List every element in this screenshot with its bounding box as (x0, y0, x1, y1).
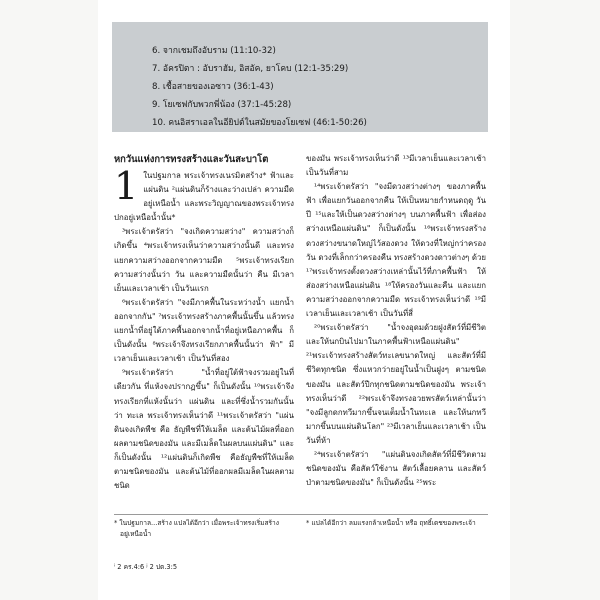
verse-paragraph: ⁹พระเจ้าตรัสว่า "น้ำที่อยู่ใต้ฟ้าจงรวมอยู่ในที่เดียวกัน ที่แห้งจงปรากฏขึ้น" ก็เป็นดังนั้น ¹⁰พระเจ้าจึงทรงเรียกที่แห้งนั้นว่า แผ่นดิน และที่ซึ่งน้ำรวมกันนั้นว่า ทะเล พระเจ้าทรงเห็นว่าดี ¹¹พระเจ้าตรัสว่า "แผ่นดินจงเกิดพืช คือ ธัญพืชที่ให้เมล็ด และต้นไม้ผลที่ออกผลตามชนิดของมัน และมีเมล็ดในผลบนแผ่นดิน" และก็เป็นดังนั้น ¹²แผ่นดินก็เกิดพืช คือธัญพืชที่ให้เมล็ดตามชนิดของมัน และต้นไม้ที่ออกผลมีเมล็ดในผลตามชนิด (114, 368, 294, 491)
footnote-continuation: อยู่เหนือน้ำ (120, 529, 152, 538)
footnotes-left (114, 518, 294, 539)
outline-item: 9. โยเซฟกับพวกพี่น้อง (37:1-45:28) (152, 100, 292, 110)
section-heading: หกวันแห่งการทรงสร้างและวันสะบาโต (114, 154, 269, 165)
right-text-column (306, 152, 486, 490)
verse-paragraph: ²⁴พระเจ้าตรัสว่า "แผ่นดินจงเกิดสัตว์ที่มีชีวิตตามชนิดของมัน คือสัตว์ใช้งาน สัตว์เลื้อยคลาน และสัตว์ป่าตามชนิดของมัน" ก็เป็นดังนั้น ²⁵พระ (306, 449, 486, 488)
left-text-column (114, 152, 294, 493)
footnote: * ในปฐมกาล...สร้าง แปลได้อีกว่า เมื่อพระเจ้าทรงเริ่มสร้าง (114, 519, 279, 527)
chapter-opening (114, 164, 294, 225)
verse-paragraph: ³พระเจ้าตรัสว่า "จงเกิดความสว่าง" ความสว่างก็เกิดขึ้น ⁴พระเจ้าทรงเห็นว่าความสว่างนั้นดี และทรงแยกความสว่างออกจากความมืด ⁵พระเจ้าทรงเรียกความสว่างนั้นว่า วัน และความมืดนั้นว่า คืน มีเวลาเย็นและเวลาเช้า เป็นวันแรก (114, 227, 294, 293)
verse-paragraph: ¹⁴พระเจ้าตรัสว่า "จงมีดวงสว่างต่างๆ ของภาคพื้นฟ้า เพื่อแยกวันออกจากคืน ให้เป็นหมายกำหนดฤดู วัน ปี ¹⁵และให้เป็นดวงสว่างต่างๆ บนภาคพื้นฟ้า เพื่อส่องสว่างเหนือแผ่นดิน" ก็เป็นดังนั้น ¹⁶พระเจ้าทรงสร้างดวงสว่างขนาดใหญ่ไว้สองดวง ให้ดวงที่ใหญ่กว่าครองวัน ดวงที่เล็กกว่าครองคืน ทรงสร้างดวงดาวต่างๆ ด้วย ¹⁷พระเจ้าทรงตั้งดวงสว่างเหล่านั้นไว้ที่ภาคพื้นฟ้า ให้ส่องสว่างเหนือแผ่นดิน ¹⁸ให้ครองวันและคืน และแยกความสว่างออกจากความมืด พระเจ้าทรงเห็นว่าดี ¹⁹มีเวลาเย็นและเวลาเช้า เป็นวันที่สี่ (306, 182, 486, 319)
outline-item: 7. อัครปิตา : อับราฮัม, อิสอัค, ยาโคบ (12:1-35:29) (152, 64, 349, 74)
chapter-drop-cap: 1 (114, 164, 139, 208)
verse-paragraph: ²⁰พระเจ้าตรัสว่า "น้ำจงอุดมด้วยฝูงสัตว์ที่มีชีวิต และให้นกบินไปมาในภาคพื้นฟ้าเหนือแผ่นดิน" ²¹พระเจ้าทรงสร้างสัตว์ทะเลขนาดใหญ่ และสัตว์ที่มีชีวิตทุกชนิด ซึ่งแหวกว่ายอยู่ในน้ำเป็นฝูงๆ ตามชนิดของมัน และสัตว์ปีกทุกชนิดตามชนิดของมัน พระเจ้าทรงเห็นว่าดี ²²พระเจ้าจึงทรงอวยพรสัตว์เหล่านั้นว่า "จงมีลูกดกทวีมากขึ้นจนเต็มน้ำในทะเล และให้นกทวีมากขึ้นบนแผ่นดินโลก" ²³มีเวลาเย็นและเวลาเช้า เป็นวันที่ห้า (306, 323, 486, 445)
verse-paragraph: ในปฐมกาล พระเจ้าทรงเนรมิตสร้าง* ฟ้าและแผ่นดิน ²แผ่นดินก็ร้างและว่างเปล่า ความมืดอยู่เหนือน้ำ และพระวิญญาณของพระเจ้าทรงปกอยู่เหนือน้ำนั้น* (114, 171, 294, 223)
footnotes-right (306, 518, 488, 529)
outline-item: 6. จากเชมถึงอับราม (11:10-32) (152, 46, 276, 56)
cross-references: ⁱ 2 คร.4:6 ʲ 2 ปต.3:5 (114, 563, 178, 571)
book-outline-box (112, 22, 488, 132)
outline-item: 8. เชื้อสายของเอซาว (36:1-43) (152, 82, 274, 92)
outline-item: 10. คนอิสราเอลในอียิปต์ในสมัยของโยเซฟ (46:1-50:26) (152, 118, 367, 128)
verse-paragraph: ของมัน พระเจ้าทรงเห็นว่าดี ¹³มีเวลาเย็นและเวลาเช้า เป็นวันที่สาม (306, 154, 486, 178)
footnote: * แปลได้อีกว่า ลมแรงกล้าเหนือน้ำ หรือ ฤทธิ์เดชของพระเจ้า (306, 519, 476, 527)
verse-paragraph: ⁶พระเจ้าตรัสว่า "จงมีภาคพื้นในระหว่างน้ำ แยกน้ำออกจากกัน" ⁷พระเจ้าทรงสร้างภาคพื้นนั้นขึ้น แล้วทรงแยกน้ำที่อยู่ใต้ภาคพื้นออกจากน้ำที่อยู่เหนือภาคพื้น ก็เป็นดังนั้น ⁸พระเจ้าจึงทรงเรียกภาคพื้นนั้นว่า ฟ้า" มีเวลาเย็นและเวลาเช้า เป็นวันที่สอง (114, 297, 294, 364)
footnote-divider (114, 514, 488, 515)
